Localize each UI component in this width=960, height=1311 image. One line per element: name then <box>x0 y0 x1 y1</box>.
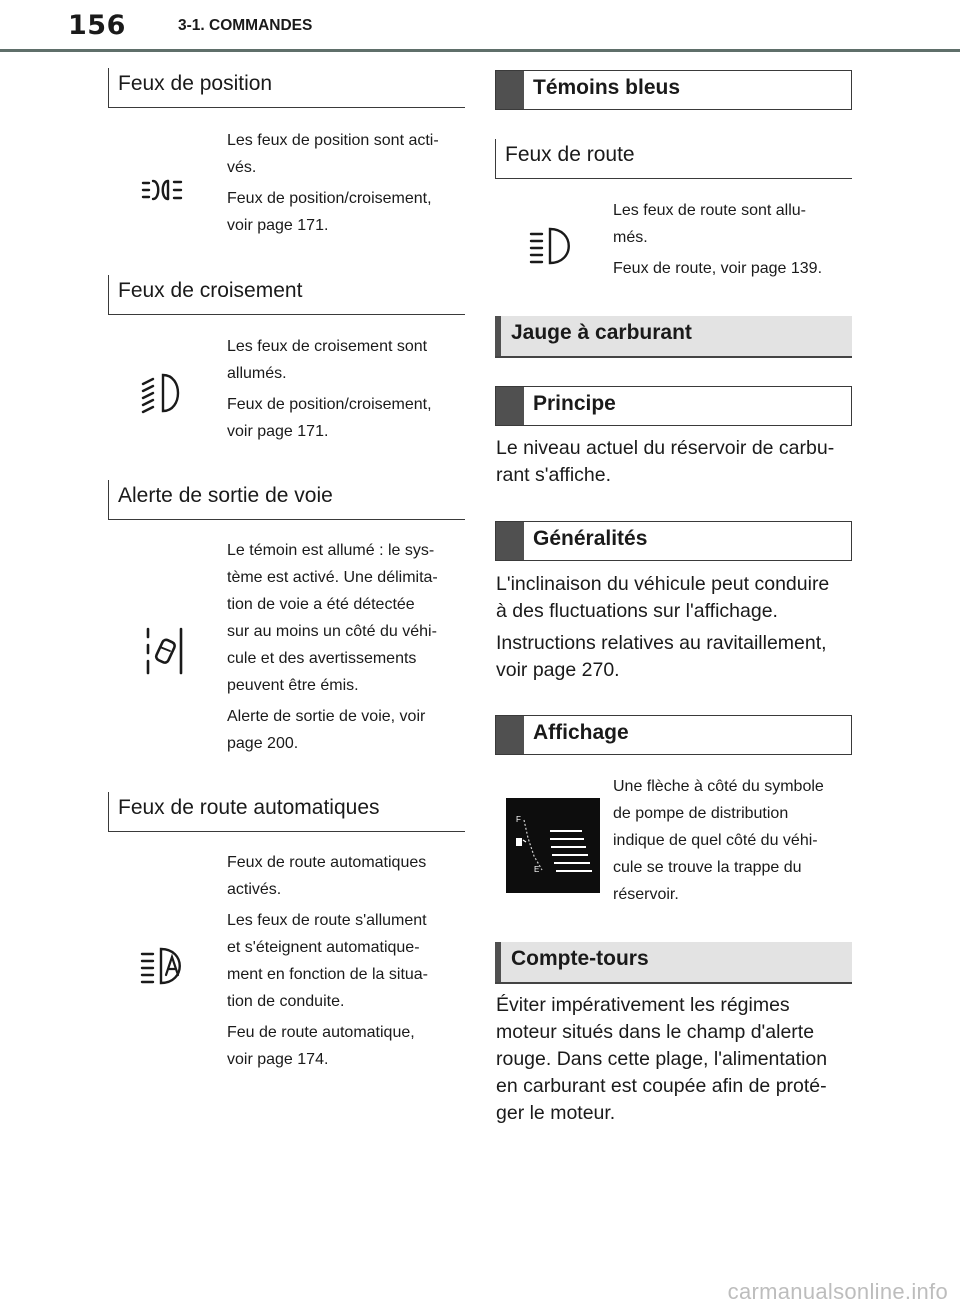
section-heading-feux-de-route <box>495 139 852 179</box>
text-line: à des fluctuations sur l'affichage. <box>496 600 778 622</box>
high-beam-icon <box>529 226 579 266</box>
position-lights-icon <box>141 178 189 202</box>
header-rule <box>0 49 960 52</box>
section-title: Feux de route <box>505 143 635 166</box>
watermark: carmanualsonline.info <box>727 1279 948 1304</box>
section-heading-feux-de-position <box>108 68 465 108</box>
section-heading-feux-de-croisement <box>108 275 465 315</box>
heading-bar <box>495 942 501 982</box>
text-line: en carburant est coupée afin de proté- <box>496 1075 827 1097</box>
text-line: ment en fonction de la situa- <box>227 966 429 983</box>
section-title: Compte-tours <box>511 947 649 970</box>
body-compte-tours <box>496 992 852 1127</box>
description-feux-de-route <box>613 197 853 282</box>
lane-departure-icon <box>144 626 186 676</box>
body-generalites <box>496 571 852 684</box>
text-line: L'inclinaison du véhicule peut conduire <box>496 573 830 595</box>
text-line: peuvent être émis. <box>227 677 359 694</box>
section-heading-principe <box>495 386 852 426</box>
heading-bar <box>495 316 501 356</box>
description-affichage <box>613 773 853 908</box>
section-title: Feux de croisement <box>118 279 303 302</box>
text-line: Instructions relatives au ravitaillement, <box>496 632 827 654</box>
heading-bar <box>496 71 524 109</box>
section-heading-compte-tours <box>495 942 852 984</box>
section-title: Affichage <box>533 721 629 744</box>
text-line: de pompe de distribution <box>613 805 789 822</box>
text-line: cule et des avertissements <box>227 650 417 667</box>
text-line: Le niveau actuel du réservoir de carbu- <box>496 437 835 459</box>
text-line: Feux de position/croisement, <box>227 396 432 413</box>
text-line: tion de voie a été détectée <box>227 596 415 613</box>
description-feux-de-route-automatiques <box>227 849 465 1073</box>
gauge-empty-label: E <box>534 865 540 874</box>
section-title: Feux de position <box>118 72 273 95</box>
gauge-full-label: F <box>516 815 521 824</box>
section-heading-feux-de-route-automatiques <box>108 792 465 832</box>
text-line: Les feux de route sont allu- <box>613 202 807 219</box>
section-title: Principe <box>533 392 616 415</box>
page-number: 156 <box>68 10 126 41</box>
text-line: indique de quel côté du véhi- <box>613 832 818 849</box>
text-line: ger le moteur. <box>496 1102 616 1124</box>
fuel-gauge-display-icon <box>506 798 600 893</box>
description-feux-de-croisement <box>227 333 465 445</box>
section-title: Feux de route automatiques <box>118 796 380 819</box>
heading-bar <box>496 716 524 754</box>
heading-bar <box>496 522 524 560</box>
section-title: Alerte de sortie de voie <box>118 484 333 507</box>
chapter-title: 3-1. COMMANDES <box>178 17 313 34</box>
text-line: rant s'affiche. <box>496 464 612 486</box>
text-line: Alerte de sortie de voie, voir <box>227 708 426 725</box>
text-line: més. <box>613 229 648 246</box>
text-line: tion de conduite. <box>227 993 345 1010</box>
section-title: Jauge à carburant <box>511 321 692 344</box>
text-line: moteur situés dans le champ d'alerte <box>496 1021 815 1043</box>
text-line: activés. <box>227 881 282 898</box>
text-line: rouge. Dans cette plage, l'alimentation <box>496 1048 828 1070</box>
text-line: allumés. <box>227 365 287 382</box>
section-heading-temoins-bleus <box>495 70 852 110</box>
text-line: Feu de route automatique, <box>227 1024 415 1041</box>
text-line: voir page 171. <box>227 217 329 234</box>
text-line: Éviter impérativement les régimes <box>496 994 790 1016</box>
text-line: Le témoin est allumé : le sys- <box>227 542 435 559</box>
text-line: Les feux de croisement sont <box>227 338 428 355</box>
body-principe <box>496 435 852 489</box>
text-line: Une flèche à côté du symbole <box>613 778 824 795</box>
text-line: Les feux de route s'allument <box>227 912 427 929</box>
text-line: Feux de position/croisement, <box>227 190 432 207</box>
text-line: voir page 174. <box>227 1051 329 1068</box>
text-line: réservoir. <box>613 886 679 903</box>
low-beam-icon <box>141 372 189 414</box>
section-heading-alerte-de-sortie-de-voie <box>108 480 465 520</box>
section-heading-generalites <box>495 521 852 561</box>
text-line: tème est activé. Une délimita- <box>227 569 438 586</box>
text-line: voir page 270. <box>496 659 620 681</box>
description-alerte-de-sortie-de-voie <box>227 537 465 757</box>
text-line: sur au moins un côté du véhi- <box>227 623 437 640</box>
text-line: Feux de route, voir page 139. <box>613 260 823 277</box>
text-line: vés. <box>227 159 257 176</box>
text-line: page 200. <box>227 735 299 752</box>
heading-bar <box>496 387 524 425</box>
text-line: voir page 171. <box>227 423 329 440</box>
text-line: cule se trouve la trappe du <box>613 859 802 876</box>
auto-high-beam-icon <box>140 946 190 986</box>
section-title: Généralités <box>533 527 648 550</box>
section-title: Témoins bleus <box>533 76 681 99</box>
description-feux-de-position <box>227 127 465 239</box>
text-line: et s'éteignent automatique- <box>227 939 420 956</box>
section-heading-jauge-a-carburant <box>495 316 852 358</box>
text-line: Les feux de position sont acti- <box>227 132 439 149</box>
text-line: Feux de route automatiques <box>227 854 427 871</box>
section-heading-affichage <box>495 715 852 755</box>
